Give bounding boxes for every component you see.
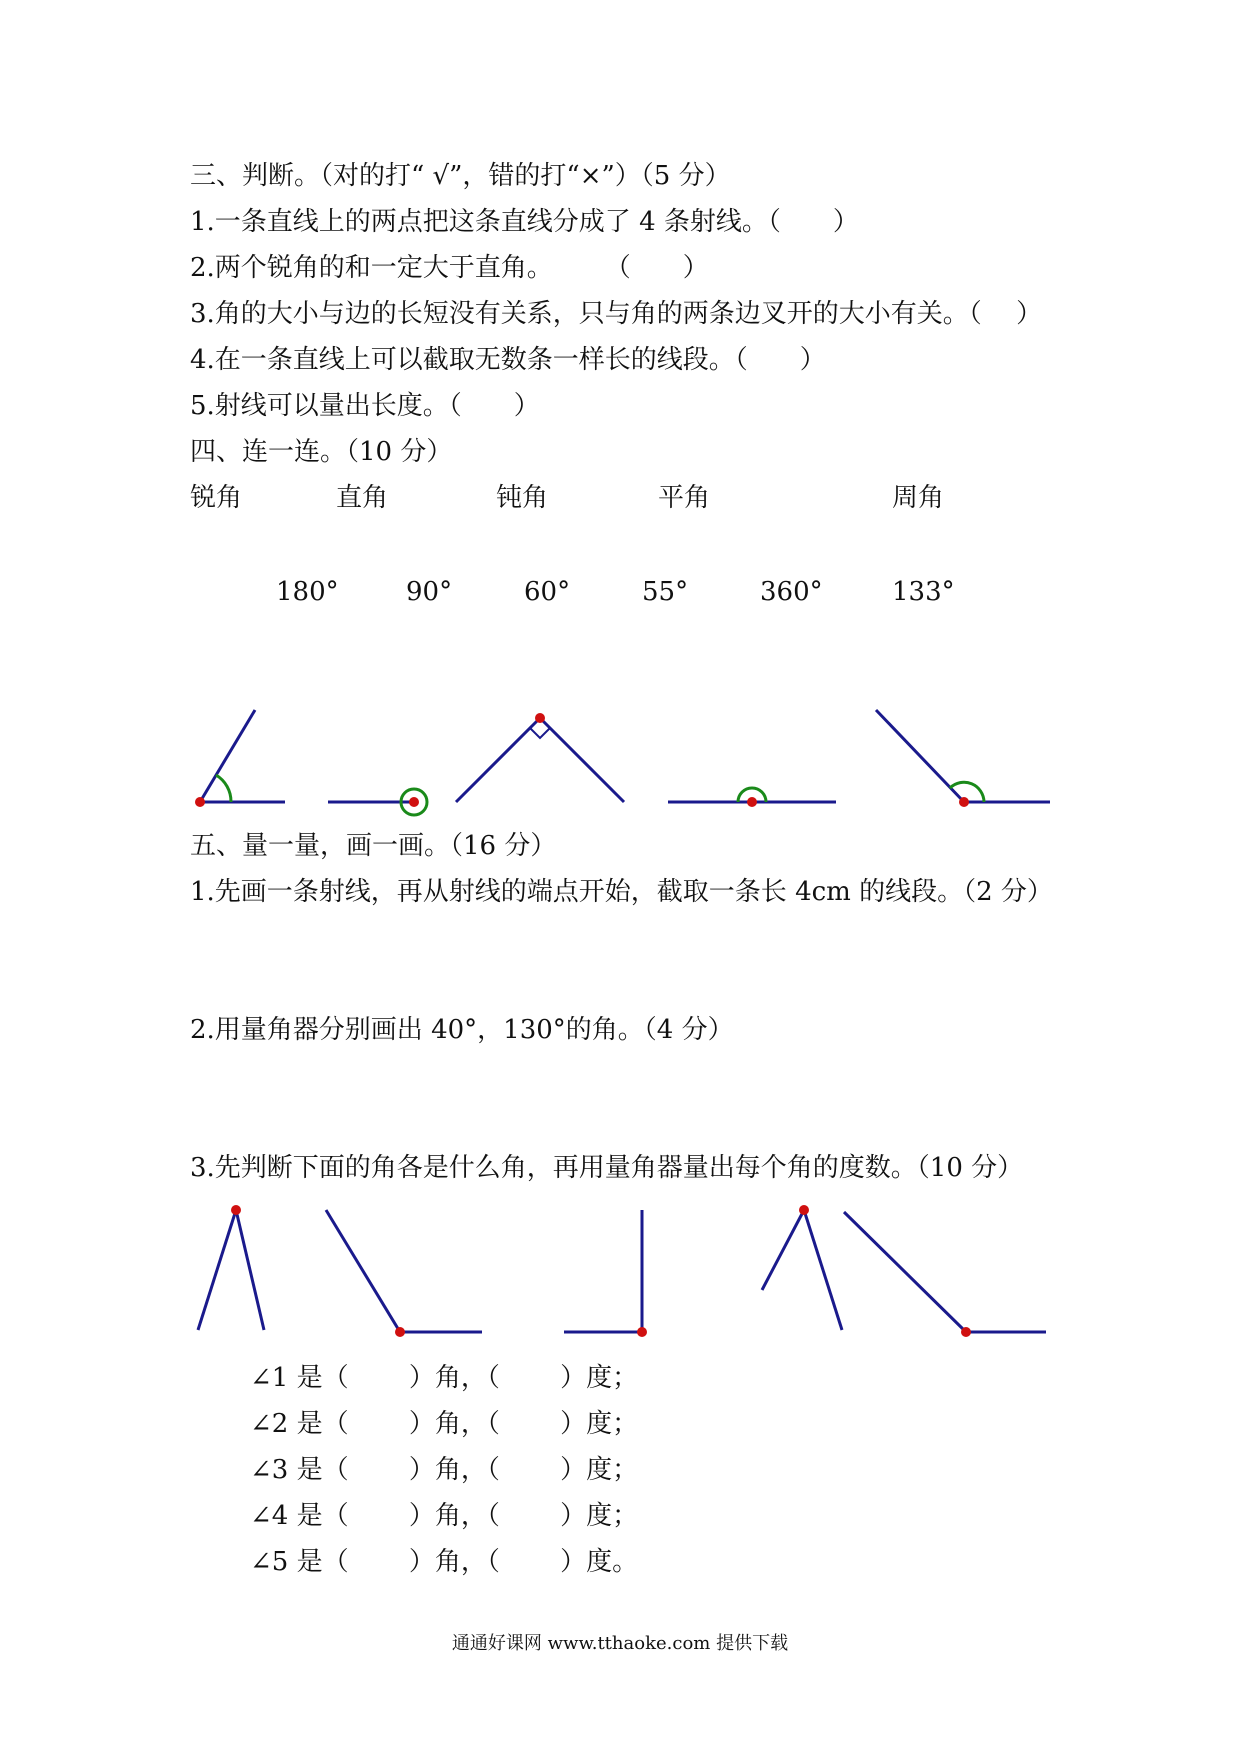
judge-item-3: 3.角的大小与边的长短没有关系，只与角的两条边叉开的大小有关。（ ） (190, 299, 1043, 329)
angle-name-round: 周角 (892, 483, 945, 513)
vertex-point (231, 1205, 241, 1215)
judge-item-2: 2.两个锐角的和一定大于直角。 （ ） (190, 253, 709, 283)
answer-angle-5: ∠5 是（ ）角，（ ）度。 (250, 1547, 639, 1577)
degree-360: 360° (760, 577, 823, 607)
degree-55: 55° (642, 577, 689, 607)
judge-item-5: 5.射线可以量出长度。（ ） (190, 391, 540, 421)
measure-q1: 1.先画一条射线，再从射线的端点开始，截取一条长 4cm 的线段。（2 分） (190, 877, 1053, 907)
section4-title: 四、连一连。（10 分） (190, 437, 453, 467)
angle-name-straight: 平角 (658, 483, 711, 513)
degree-60: 60° (524, 577, 571, 607)
ray (804, 1210, 842, 1330)
angle-name-obtuse: 钝角 (496, 483, 549, 513)
vertex-point (395, 1327, 405, 1337)
degree-133: 133° (892, 577, 955, 607)
fig-right-angle (456, 713, 624, 802)
vertex-point (535, 713, 545, 723)
ray (198, 1210, 236, 1330)
fig-angle-5 (844, 1212, 1046, 1337)
fig-acute-angle (195, 710, 285, 807)
fig-round-angle (328, 789, 427, 815)
ray (540, 718, 624, 802)
fig-angle-4 (762, 1205, 842, 1330)
section5-title: 五、量一量，画一画。（16 分） (190, 831, 557, 861)
answer-angle-4: ∠4 是（ ）角，（ ）度； (250, 1501, 639, 1531)
fig-angle-1 (198, 1205, 264, 1330)
footer-credit: 通通好课网 www.tthaoke.com 提供下载 (451, 1633, 789, 1654)
ray (844, 1212, 966, 1332)
fig-straight-angle (668, 788, 836, 807)
fig-angle-2 (326, 1210, 482, 1337)
vertex-point (195, 797, 205, 807)
vertex-point (961, 1327, 971, 1337)
right-angle-mark (530, 728, 550, 738)
answer-angle-1: ∠1 是（ ）角，（ ）度； (250, 1363, 639, 1393)
vertex-point (799, 1205, 809, 1215)
fig-angle-3 (564, 1210, 647, 1337)
section3-title: 三、判断。（对的打“ √”，错的打“×”）（5 分） (190, 161, 731, 191)
judge-item-4: 4.在一条直线上可以截取无数条一样长的线段。（ ） (190, 345, 826, 375)
vertex-point (747, 797, 757, 807)
vertex-point (637, 1327, 647, 1337)
ray (236, 1210, 264, 1330)
ray (456, 718, 540, 802)
measure-q2: 2.用量角器分别画出 40°，130°的角。（4 分） (190, 1015, 734, 1045)
degree-180: 180° (276, 577, 339, 607)
degree-90: 90° (406, 577, 453, 607)
angle-arc (216, 775, 231, 802)
judge-item-1: 1.一条直线上的两点把这条直线分成了 4 条射线。（ ） (190, 207, 859, 237)
answer-angle-3: ∠3 是（ ）角，（ ）度； (250, 1455, 639, 1485)
vertex-point (959, 797, 969, 807)
vertex-point (409, 797, 419, 807)
answer-angle-2: ∠2 是（ ）角，（ ）度； (250, 1409, 639, 1439)
fig-obtuse-angle (876, 710, 1050, 807)
ray (762, 1210, 804, 1290)
ray (326, 1210, 400, 1332)
angle-name-right: 直角 (336, 483, 389, 513)
measure-q3: 3.先判断下面的角各是什么角，再用量角器量出每个角的度数。（10 分） (190, 1153, 1024, 1183)
angle-name-acute: 锐角 (190, 483, 243, 513)
